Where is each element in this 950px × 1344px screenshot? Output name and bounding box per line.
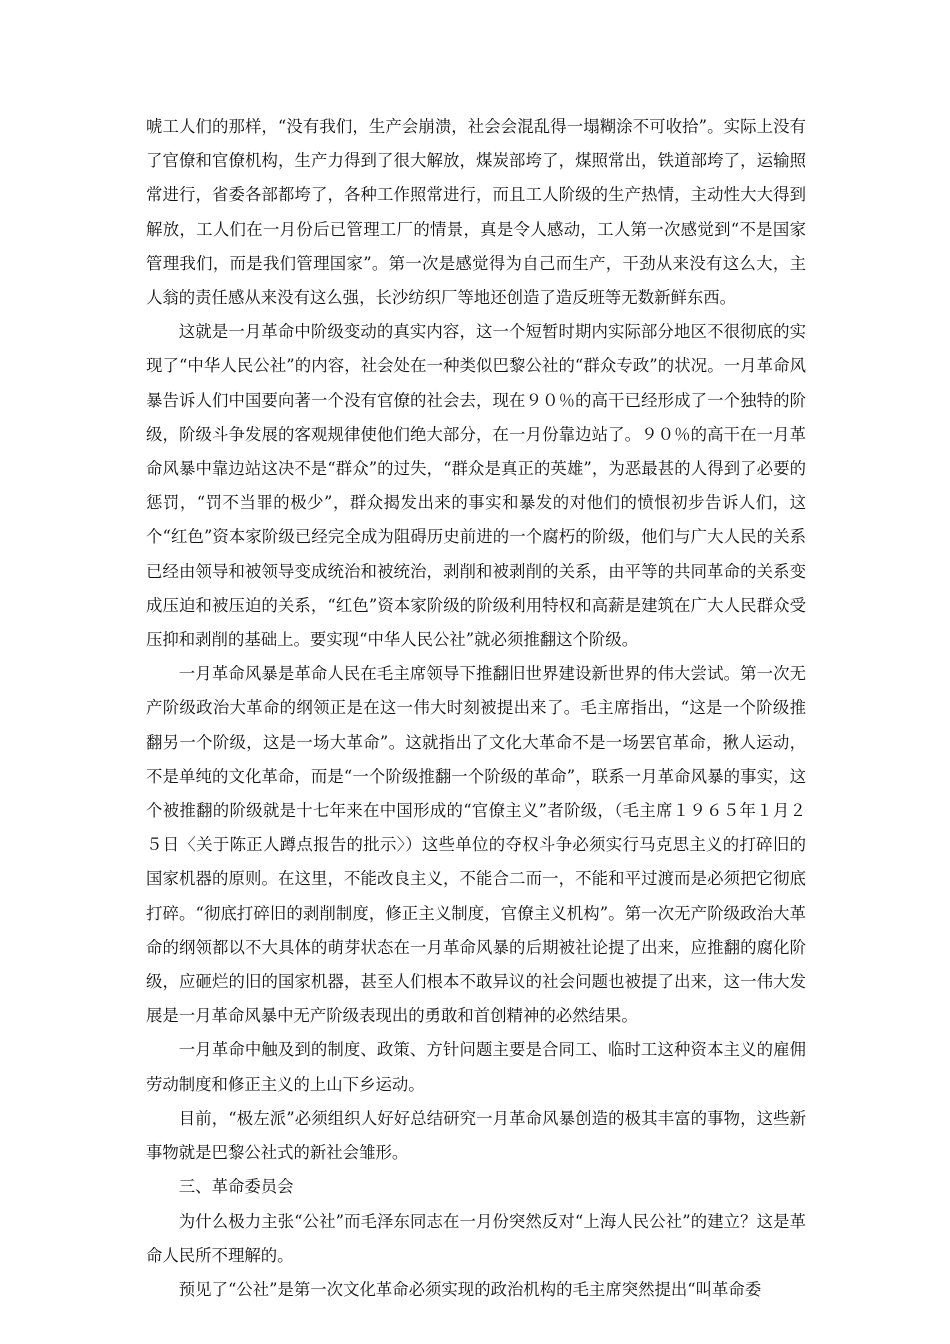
paragraph-2: 这就是一月革命中阶级变动的真实内容，这一个短暂时期内实际部分地区不很彻底的实现了“中华人民公社”的内容，社会处在一种类似巴黎公社的“群众专政”的状况。一月革命风暴告诉人们中国要向著一个没有官僚的社会去，现在９０％的高干已经形成了一个独特的阶级，阶级斗争发展的客观规律使他们绝大部分，在一月份靠边站了。９０％的高干在一月革命风暴中靠边站这决不是“群众”的过失，“群众是真正的英雄”，为恶最甚的人得到了必要的惩罚，“罚不当罪的极少”，群众揭发出来的事实和暴发的对他们的愤恨初步告诉人们，这个“红色”资本家阶级已经完全成为阻碍历史前进的一个腐朽的阶级，他们与广大人民的关系已经由领导和被领导变成统治和被统治，剥削和被剥削的关系，由平等的共同革命的关系变成压迫和被压迫的关系，“红色”资本家阶级的阶级利用特权和高薪是建筑在广大人民群众受压抑和剥削的基础上。要实现“中华人民公社”就必须推翻这个阶级。	[146, 322, 806, 650]
paragraph-4: 一月革命中触及到的制度、政策、方针问题主要是合同工、临时工这种资本主义的雇佣劳动制度和修正主义的上山下乡运动。	[146, 1040, 806, 1094]
section-heading: 三、革命委员会	[178, 1177, 294, 1197]
paragraph-6: 为什么极力主张“公社”而毛泽东同志在一月份突然反对“上海人民公社”的建立？这是革命人民所不理解的。	[146, 1211, 806, 1265]
paragraph-7: 预见了“公社”是第一次文化革命必须实现的政治机构的毛主席突然提出“叫革命委	[178, 1279, 762, 1299]
paragraph-1: 唬工人们的那样，“没有我们，生产会崩溃，社会会混乱得一塌糊涂不可收拾”。实际上没有了官僚和官僚机构，生产力得到了很大解放，煤炭部垮了，煤照常出，铁道部垮了，运输照常进行，省委各部都垮了，各种工作照常进行，而且工人阶级的生产热情，主动性大大得到解放，工人们在一月份后已管理工厂的情景，真是令人感动，工人第一次感觉到“不是国家管理我们，而是我们管理国家”。第一次是感觉得为自己而生产，干劲从来没有这么大，主人翁的责任感从来没有这么强，长沙纺织厂等地还创造了造反班等无数新鲜东西。	[146, 117, 806, 308]
document-body	[146, 110, 806, 1307]
paragraph-5: 目前，“极左派”必须组织人好好总结研究一月革命风暴创造的极其丰富的事物，这些新事物就是巴黎公社式的新社会雏形。	[146, 1108, 806, 1163]
paragraph-3: 一月革命风暴是革命人民在毛主席领导下推翻旧世界建设新世界的伟大尝试。第一次无产阶级政治大革命的纲领正是在这一伟大时刻被提出来了。毛主席指出，“这是一个阶级推翻另一个阶级，这是一场大革命”。这就指出了文化大革命不是一场罢官革命，揪人运动，不是单纯的文化革命，而是“一个阶级推翻一个阶级的革命”，联系一月革命风暴的事实，这个被推翻的阶级就是十七年来在中国形成的“官僚主义”者阶级，（毛主席１９６５年１月２５日〈关于陈正人蹲点报告的批示〉）这些单位的夺权斗争必须实行马克思主义的打碎旧的国家机器的原则。在这里，不能改良主义，不能合二而一，不能和平过渡而是必须把它彻底打碎。“彻底打碎旧的剥削制度，修正主义制度，官僚主义机构”。第一次无产阶级政治大革命的纲领都以不大具体的萌芽状态在一月革命风暴的后期被社论提了出来，应推翻的腐化阶级，应砸烂的旧的国家机器，甚至人们根本不敢异议的社会问题也被提了出来，这一伟大发展是一月革命风暴中无产阶级表现出的勇敢和首创精神的必然结果。	[146, 664, 806, 1026]
